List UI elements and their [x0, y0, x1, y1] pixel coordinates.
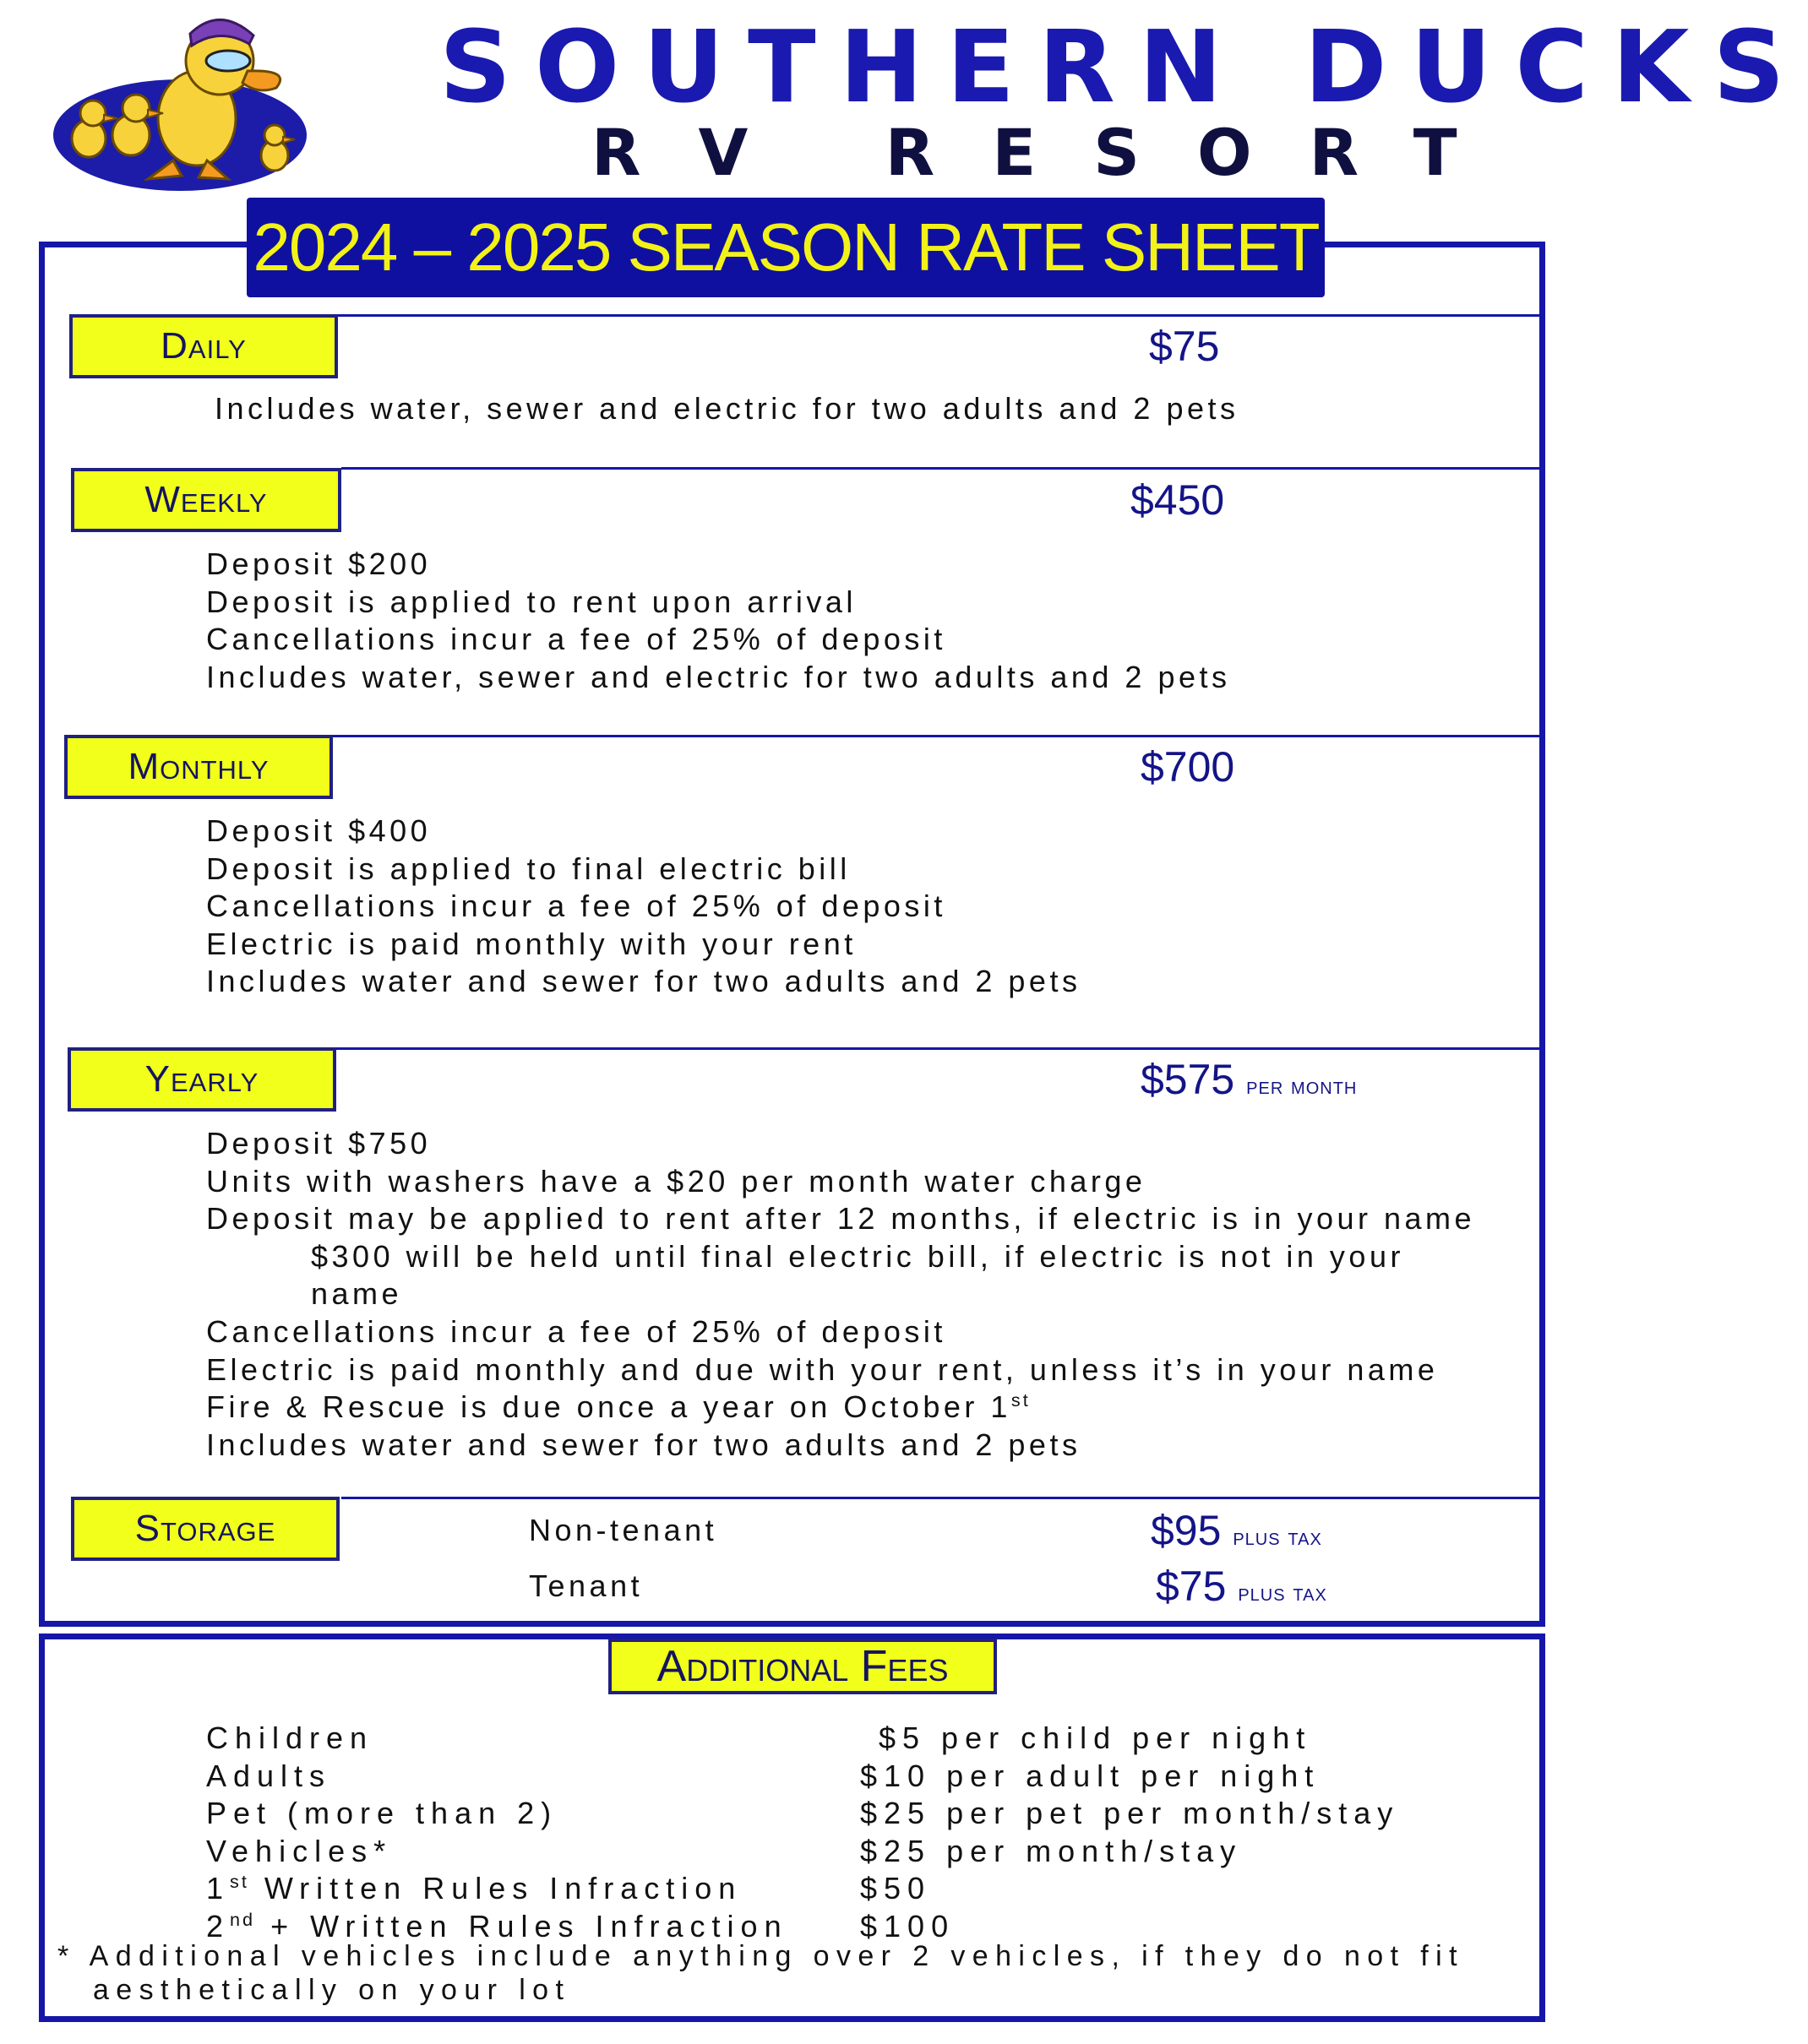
- detail-line: Deposit is applied to rent upon arrival: [206, 584, 857, 619]
- detail-line: Units with washers have a $20 per month water charge: [206, 1163, 1146, 1199]
- detail-line: Electric is paid monthly and due with your rent, unless it’s in your name: [206, 1351, 1439, 1387]
- detail-line: Includes water and sewer for two adults and 2 pets: [206, 964, 1081, 999]
- fee-value: $25 per month/stay: [860, 1833, 1243, 1868]
- fee-name-ordinal: 1st Written Rules Infraction: [206, 1871, 743, 1906]
- detail-line: Includes water and sewer for two adults and 2 pets: [206, 1427, 1081, 1462]
- fee-name: Vehicles*: [206, 1833, 393, 1868]
- page-title: 2024 – 2025 SEASON RATE SHEET: [253, 209, 1319, 285]
- label-storage: Storage: [71, 1497, 340, 1561]
- detail-line: Deposit $750: [206, 1126, 432, 1161]
- price-monthly: $700: [1141, 743, 1235, 791]
- divider-monthly: [333, 735, 1539, 737]
- detail-line-fire-rescue: Fire & Rescue is due once a year on October 1st: [206, 1389, 1031, 1425]
- fee-name: Children: [206, 1721, 374, 1755]
- fee-names: [206, 1720, 788, 1946]
- label-monthly: Monthly: [64, 735, 333, 799]
- vehicles-footnote: [57, 1939, 1544, 2007]
- detail-line: Cancellations incur a fee of 25% of deposit: [206, 622, 946, 657]
- storage-row-price: $95 plus tax: [1151, 1507, 1322, 1554]
- detail-line: Deposit may be applied to rent after 12 months, if electric is in your name: [206, 1201, 1476, 1237]
- footnote-mark: *: [57, 1940, 76, 1972]
- detail-line: Electric is paid monthly with your rent: [206, 926, 857, 961]
- footnote-line: aesthetically on your lot: [93, 1974, 571, 2006]
- divider-storage: [341, 1497, 1539, 1499]
- divider-yearly: [336, 1047, 1539, 1050]
- detail-line: name: [311, 1276, 403, 1312]
- brand-name: SOUTHERN DUCKS: [439, 8, 1808, 125]
- price-weekly: $450: [1130, 476, 1225, 524]
- detail-line: Includes water, sewer and electric for two adults and 2 pets: [206, 659, 1231, 694]
- monthly-details: [206, 813, 1081, 1001]
- storage-row-name: Tenant: [529, 1568, 644, 1603]
- detail-line: Cancellations incur a fee of 25% of deposit: [206, 889, 946, 924]
- duck-family-logo-icon: [46, 10, 317, 200]
- fee-value: $100: [860, 1908, 956, 1943]
- divider-weekly: [341, 467, 1539, 470]
- ordinal-suffix: st: [1010, 1389, 1031, 1411]
- storage-row-name: Non-tenant: [529, 1513, 718, 1547]
- title-banner: [247, 198, 1325, 297]
- detail-line: Includes water, sewer and electric for two adults and 2 pets: [215, 391, 1239, 426]
- label-yearly: Yearly: [68, 1047, 336, 1112]
- detail-line: Deposit $400: [206, 813, 432, 848]
- daily-details: [215, 390, 1239, 428]
- additional-fees-title: Additional Fees: [608, 1639, 997, 1694]
- detail-line: Cancellations incur a fee of 25% of deposit: [206, 1313, 946, 1349]
- label-daily: Daily: [69, 314, 338, 378]
- price-yearly: [1141, 1054, 1357, 1112]
- weekly-details: [206, 546, 1231, 696]
- fee-value: $50: [860, 1871, 932, 1906]
- fee-name-ordinal: 2nd + Written Rules Infraction: [206, 1908, 788, 1943]
- yearly-details: [206, 1125, 1475, 1464]
- fee-value: $25 per pet per month/stay: [860, 1796, 1400, 1831]
- brand-subtitle: RV RESORT: [591, 115, 1515, 190]
- storage-row-price: $75 plus tax: [1156, 1563, 1327, 1610]
- label-weekly: Weekly: [71, 468, 341, 532]
- detail-line: Deposit is applied to final electric bill: [206, 851, 851, 886]
- price-yearly-suffix: per month: [1246, 1073, 1358, 1099]
- detail-line: $300 will be held until final electric bill, if electric is not in your: [311, 1238, 1404, 1274]
- fee-value: $10 per adult per night: [860, 1758, 1321, 1793]
- fee-values: [860, 1720, 1399, 1946]
- price-daily: $75: [1149, 323, 1220, 370]
- footnote-line: * Additional vehicles include anything over 2 vehicles, if they do not fit: [57, 1940, 1464, 1972]
- divider-daily: [338, 314, 1539, 317]
- fee-value: $5 per child per night: [879, 1721, 1312, 1755]
- price-yearly-amount: $575: [1141, 1056, 1235, 1103]
- detail-line: Deposit $200: [206, 546, 432, 581]
- fee-name: Adults: [206, 1758, 332, 1793]
- fee-name: Pet (more than 2): [206, 1796, 558, 1831]
